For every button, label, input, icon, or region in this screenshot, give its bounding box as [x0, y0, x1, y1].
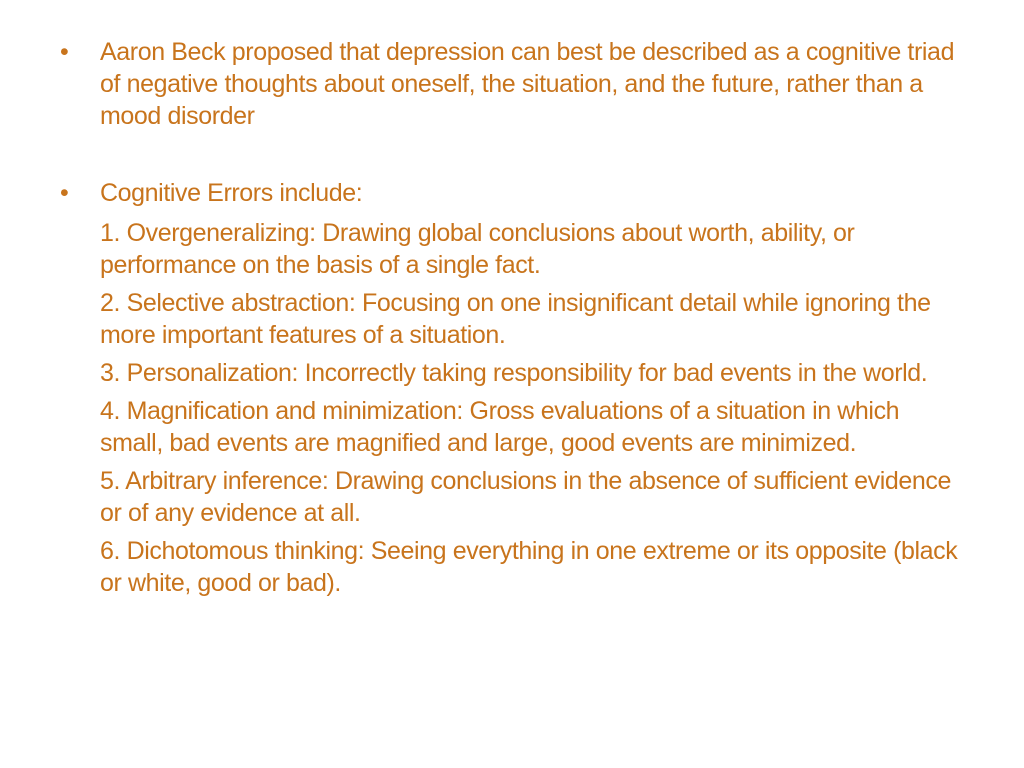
error-item-dichotomous-thinking: 6. Dichotomous thinking: Seeing everything in one extreme or its opposite (black or white, good or bad). [100, 537, 958, 597]
bullet-text: Aaron Beck proposed that depression can best be described as a cognitive triad of negative thoughts about oneself, the situation, and the future, rather than a mood disorder [100, 38, 955, 130]
bullet-text: Cognitive Errors include: [100, 179, 363, 207]
bullet-marker: • [60, 179, 69, 207]
bullet-cognitive-errors [60, 177, 965, 209]
error-item-selective-abstraction: 2. Selective abstraction: Focusing on one insignificant detail while ignoring the more important features of a situation. [100, 289, 931, 349]
bullet-beck-triad [60, 36, 965, 132]
bullet-marker: • [60, 38, 69, 66]
error-item-arbitrary-inference: 5. Arbitrary inference: Drawing conclusions in the absence of sufficient evidence or of any evidence at all. [100, 467, 951, 527]
error-item-magnification-minimization: 4. Magnification and minimization: Gross evaluations of a situation in which small, bad events are magnified and large, good events are minimized. [100, 397, 900, 457]
error-item-personalization: 3. Personalization: Incorrectly taking responsibility for bad events in the world. [100, 359, 928, 387]
slide-content [60, 36, 965, 599]
error-item-overgeneralizing: 1. Overgeneralizing: Drawing global conclusions about worth, ability, or performance on the basis of a single fact. [100, 219, 855, 279]
